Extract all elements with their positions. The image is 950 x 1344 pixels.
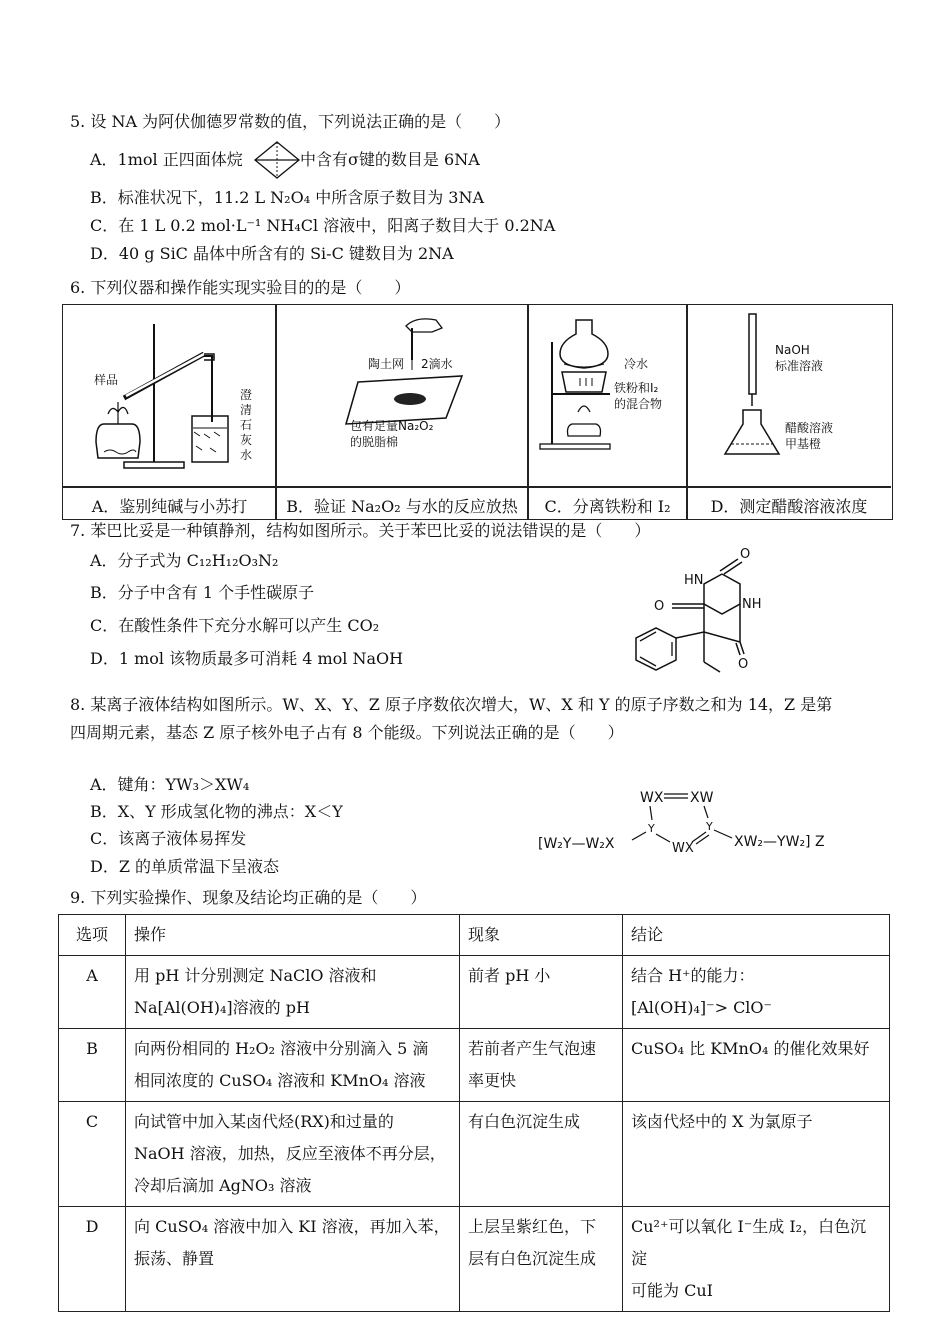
cell-line: CuSO₄ 比 KMnO₄ 的催化效果好 — [631, 1039, 870, 1058]
row-option: B — [59, 1029, 126, 1102]
caption-c: C．分离铁粉和 I₂ — [544, 497, 671, 516]
q7-option-a: A．分子式为 C₁₂H₁₂O₃N₂ — [90, 551, 279, 570]
top-left-label: WX — [640, 790, 664, 806]
cell-line: 可能为 CuI — [631, 1281, 713, 1300]
nh-label: NH — [742, 597, 762, 612]
q8-option-a: A．键角：YW₃＞XW₄ — [90, 775, 250, 794]
header-option: 选项 — [59, 915, 126, 956]
cell-line: NaOH 溶液，加热，反应至液体不再分层， — [134, 1144, 446, 1163]
hn-label: HN — [684, 573, 704, 588]
cell-line: 上层呈紫红色，下 — [468, 1217, 597, 1236]
row-conclusion — [623, 956, 890, 1029]
apparatus-c-sublimation — [530, 306, 685, 484]
row-operation — [126, 1102, 460, 1207]
divider — [275, 304, 277, 520]
table-row — [59, 956, 890, 1029]
cell-line: 用 pH 计分别测定 NaClO 溶液和 — [134, 966, 377, 985]
limewater-char: 水 — [240, 448, 253, 462]
left-chain-label: [W₂Y—W₂X — [538, 836, 615, 852]
cold-water-label: 冷水 — [624, 357, 649, 371]
row-option: D — [59, 1207, 126, 1312]
row-option: C — [59, 1102, 126, 1207]
cotton-label-1: 包有足量Na₂O₂ — [350, 419, 434, 433]
limewater-char: 石 — [240, 418, 253, 432]
q9-stem: 9. 下列实验操作、现象及结论均正确的是（ ） — [70, 888, 427, 907]
table-row — [59, 1207, 890, 1312]
row-phenomenon — [460, 1029, 623, 1102]
limewater-char: 澄 — [240, 388, 253, 402]
caption-d: D．测定醋酸溶液浓度 — [710, 497, 868, 516]
phenobarbital-structure — [612, 542, 782, 684]
q7-option-c: C．在酸性条件下充分水解可以产生 CO₂ — [90, 616, 380, 635]
row-conclusion — [623, 1102, 890, 1207]
q5-option-d: D．40 g SiC 晶体中所含有的 Si-C 键数目为 2NA — [90, 244, 454, 263]
row-operation — [126, 1207, 460, 1312]
acid-label-1: 醋酸溶液 — [785, 421, 834, 435]
apparatus-b-na2o2 — [278, 306, 526, 484]
cell-line: 有白色沉淀生成 — [468, 1112, 581, 1131]
mixture-label-2: 的混合物 — [614, 397, 663, 411]
q8-option-d: D．Z 的单质常温下呈液态 — [90, 857, 280, 876]
q7-option-d: D．1 mol 该物质最多可消耗 4 mol NaOH — [90, 649, 404, 668]
row-conclusion — [623, 1029, 890, 1102]
cell-line: 振荡、静置 — [134, 1249, 215, 1268]
mixture-label-1: 铁粉和I₂ — [614, 381, 659, 395]
o-label: O — [740, 547, 751, 562]
two-drops-label: 2滴水 — [421, 357, 453, 371]
row-phenomenon — [460, 956, 623, 1029]
header-conclusion: 结论 — [623, 915, 890, 956]
q5-option-c: C．在 1 L 0.2 mol·L⁻¹ NH₄Cl 溶液中，阳离子数目大于 0.2NA — [90, 216, 556, 235]
limewater-label — [240, 388, 254, 463]
header-phenomenon: 现象 — [460, 915, 623, 956]
tetrahedrane-icon — [253, 140, 301, 180]
cell-line: Cu²⁺可以氧化 I⁻生成 I₂，白色沉淀 — [631, 1217, 867, 1268]
y-label-left: Y — [648, 822, 655, 835]
limewater-char: 灰 — [240, 433, 253, 447]
cell-line: 率更快 — [468, 1071, 517, 1090]
bottom-label: WX — [672, 841, 694, 856]
row-operation — [126, 956, 460, 1029]
apparatus-d-titration — [689, 306, 889, 484]
q5-stem: 5. 设 NA 为阿伏伽德罗常数的值，下列说法正确的是（ ） — [70, 112, 511, 131]
cell-line: 若前者产生气泡速 — [468, 1039, 597, 1058]
cell-line: 结合 H⁺的能力： — [631, 966, 755, 985]
ionic-liquid-structure — [536, 782, 846, 862]
acid-label-2: 甲基橙 — [785, 437, 822, 451]
gauze-label: 陶土网 — [368, 357, 405, 371]
q7-option-b: B．分子中含有 1 个手性碳原子 — [90, 583, 315, 602]
y-label-right: Y — [706, 820, 713, 833]
caption-a: A．鉴别纯碱与小苏打 — [91, 497, 248, 516]
q8-stem-line1: 8. 某离子液体结构如图所示。W、X、Y、Z 原子序数依次增大，W、X 和 Y 的原子序数之和为 14，Z 是第 — [70, 695, 833, 714]
cell-line: 向两份相同的 H₂O₂ 溶液中分别滴入 5 滴 — [134, 1039, 429, 1058]
row-phenomenon — [460, 1102, 623, 1207]
divider — [62, 486, 891, 488]
row-option: A — [59, 956, 126, 1029]
naoh-label-1: NaOH — [775, 343, 810, 357]
table-header-row — [59, 915, 890, 956]
right-chain-label: XW₂—YW₂] Z — [734, 834, 825, 850]
sample-label: 样品 — [94, 373, 119, 387]
cell-line: 前者 pH 小 — [468, 966, 551, 985]
q8-option-b: B．X、Y 形成氢化物的沸点：X＜Y — [90, 802, 343, 821]
divider — [686, 304, 688, 520]
limewater-char: 清 — [240, 403, 253, 417]
q9-table — [58, 914, 890, 1312]
divider — [527, 304, 529, 520]
row-operation — [126, 1029, 460, 1102]
caption-b: B．验证 Na₂O₂ 与水的反应放热 — [286, 497, 518, 516]
table-row — [59, 1029, 890, 1102]
q8-stem-line2: 四周期元素，基态 Z 原子核外电子占有 8 个能级。下列说法正确的是（ ） — [70, 723, 624, 742]
cell-line: 该卤代烃中的 X 为氯原子 — [631, 1112, 813, 1131]
row-phenomenon — [460, 1207, 623, 1312]
cell-line: 向试管中加入某卤代烃(RX)和过量的 — [134, 1112, 394, 1131]
cell-line: Na[Al(OH)₄]溶液的 pH — [134, 998, 310, 1017]
cell-line: [Al(OH)₄]⁻> ClO⁻ — [631, 998, 772, 1017]
table-row — [59, 1102, 890, 1207]
q7-stem: 7. 苯巴比妥是一种镇静剂，结构如图所示。关于苯巴比妥的说法错误的是（ ） — [70, 521, 651, 540]
header-operation: 操作 — [126, 915, 460, 956]
top-right-label: XW — [690, 790, 714, 806]
q5-option-a-post: 中含有σ键的数目是 6NA — [300, 150, 480, 169]
q6-stem: 6. 下列仪器和操作能实现实验目的的是（ ） — [70, 278, 411, 297]
cotton-label-2: 的脱脂棉 — [350, 435, 399, 449]
o-label: O — [654, 599, 665, 614]
row-conclusion — [623, 1207, 890, 1312]
q8-option-c: C．该离子液体易挥发 — [90, 829, 247, 848]
naoh-label-2: 标准溶液 — [775, 359, 824, 373]
o-label: O — [738, 657, 749, 672]
cell-line: 相同浓度的 CuSO₄ 溶液和 KMnO₄ 溶液 — [134, 1071, 426, 1090]
q5-option-a-pre: A．1mol 正四面体烷 — [90, 150, 243, 169]
q5-option-b: B．标准状况下，11.2 L N₂O₄ 中所含原子数目为 3NA — [90, 188, 485, 207]
cell-line: 层有白色沉淀生成 — [468, 1249, 597, 1268]
cell-line: 冷却后滴加 AgNO₃ 溶液 — [134, 1176, 312, 1195]
cell-line: 向 CuSO₄ 溶液中加入 KI 溶液，再加入苯， — [134, 1217, 450, 1236]
